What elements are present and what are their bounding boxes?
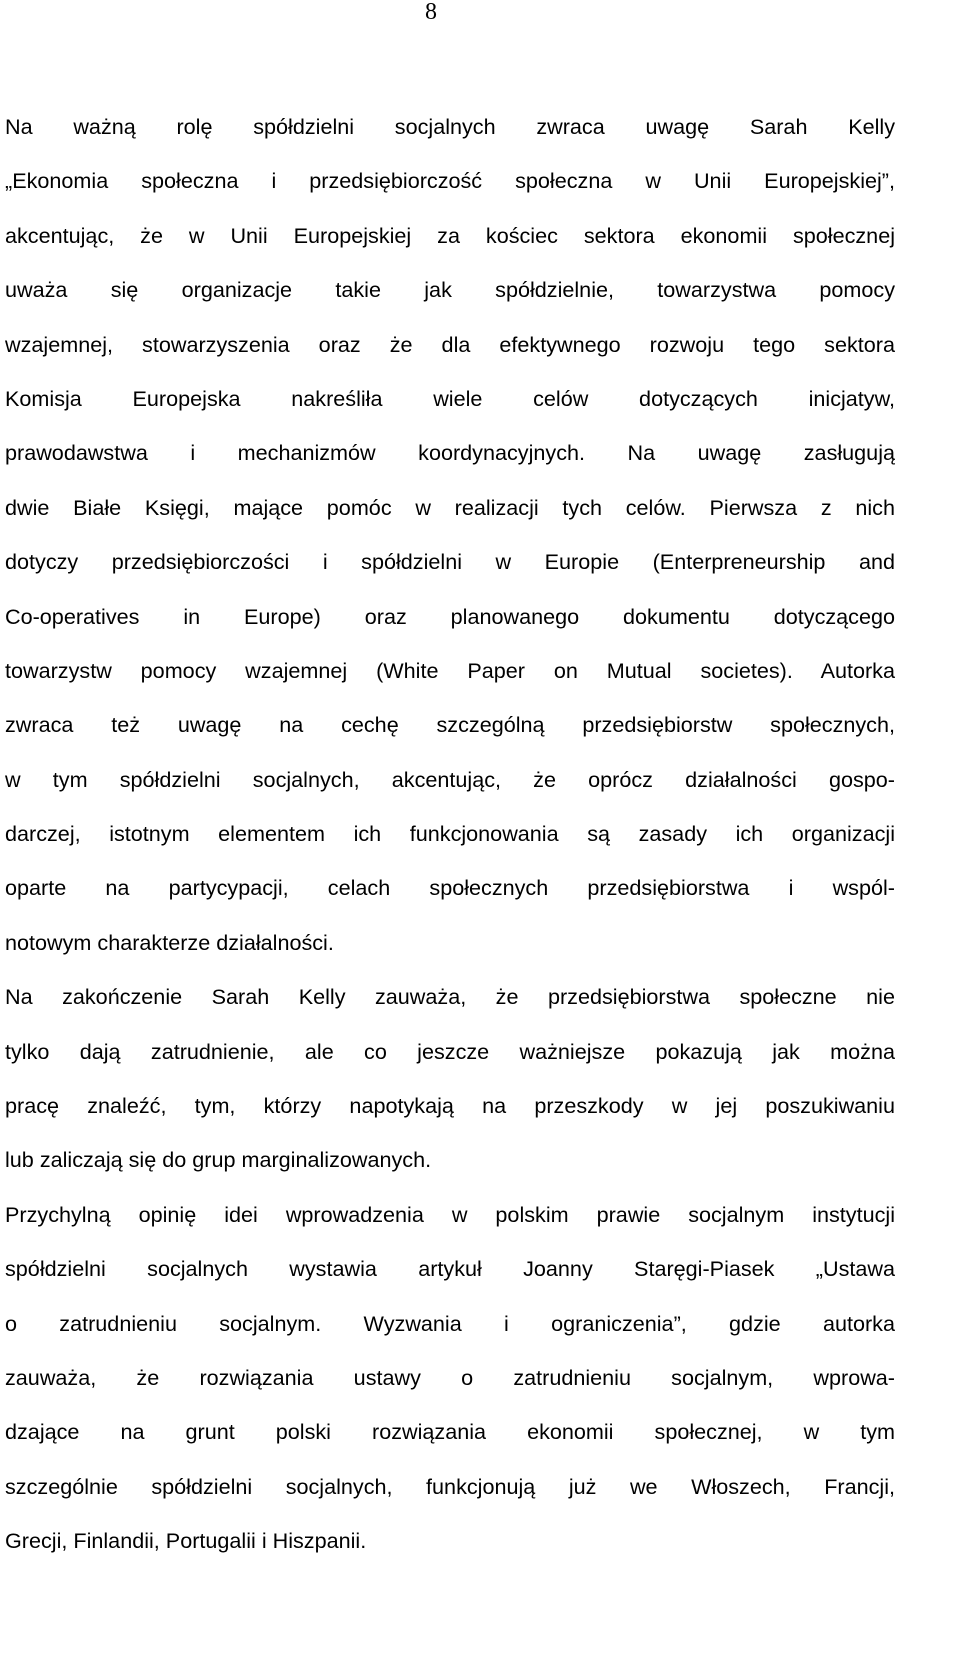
text-line: Przychylną opinię idei wprowadzenia w polskim prawie socjalnym instytucji xyxy=(5,1201,895,1227)
text-line: dotyczy przedsiębiorczości i spółdzielni w Europie (Enterpreneurship and xyxy=(5,549,895,575)
text-line: akcentując, że w Unii Europejskiej za kościec sektora ekonomii społecznej xyxy=(5,222,895,248)
text-line: Co-operatives in Europe) oraz planowanego dokumentu dotyczącego xyxy=(5,603,895,629)
text-line: pracę znaleźć, tym, którzy napotykają na przeszkody w jej poszukiwaniu xyxy=(5,1093,895,1119)
text-line: lub zaliczają się do grup marginalizowanych. xyxy=(5,1147,432,1173)
text-line: zwraca też uwagę na cechę szczególną przedsiębiorstw społecznych, xyxy=(5,712,895,738)
paragraph-3 xyxy=(5,1188,895,1569)
text-line: uważa się organizacje takie jak spółdzielnie, towarzystwa pomocy xyxy=(5,277,895,303)
text-line: Na zakończenie Sarah Kelly zauważa, że przedsiębiorstwa społeczne nie xyxy=(5,984,895,1010)
text-line: notowym charakterze działalności. xyxy=(5,929,334,955)
paragraph-1 xyxy=(5,100,895,970)
paragraph-2 xyxy=(5,970,895,1188)
text-line: oparte na partycypacji, celach społecznych przedsiębiorstwa i wspól- xyxy=(5,875,895,901)
text-line: wzajemnej, stowarzyszenia oraz że dla efektywnego rozwoju tego sektora xyxy=(5,331,895,357)
text-line: dzające na grunt polski rozwiązania ekonomii społecznej, w tym xyxy=(5,1419,895,1445)
page-number: 8 xyxy=(425,0,437,25)
text-line: „Ekonomia społeczna i przedsiębiorczość społeczna w Unii Europejskiej”, xyxy=(5,168,895,194)
text-line: w tym spółdzielni socjalnych, akcentując, że oprócz działalności gospo- xyxy=(5,766,895,792)
text-line: Na ważną rolę spółdzielni socjalnych zwraca uwagę Sarah Kelly xyxy=(5,114,895,139)
text-line: spółdzielni socjalnych wystawia artykuł Joanny Staręgi-Piasek „Ustawa xyxy=(5,1256,895,1282)
text-line: zauważa, że rozwiązania ustawy o zatrudnieniu socjalnym, wprowa- xyxy=(5,1364,895,1390)
text-line: Grecji, Finlandii, Portugalii i Hiszpanii. xyxy=(5,1528,367,1554)
text-line: darczej, istotnym elementem ich funkcjonowania są zasady ich organizacji xyxy=(5,821,895,847)
text-line: prawodawstwa i mechanizmów koordynacyjnych. Na uwagę zasługują xyxy=(5,440,895,466)
body-text xyxy=(5,100,895,1569)
text-line: szczególnie spółdzielni socjalnych, funkcjonują już we Włoszech, Francji, xyxy=(5,1473,895,1499)
text-line: Komisja Europejska nakreśliła wiele celów dotyczących inicjatyw, xyxy=(5,385,895,411)
text-line: tylko dają zatrudnienie, ale co jeszcze ważniejsze pokazują jak można xyxy=(5,1038,895,1064)
text-line: o zatrudnieniu socjalnym. Wyzwania i ograniczenia”, gdzie autorka xyxy=(5,1310,895,1336)
text-line: towarzystw pomocy wzajemnej (White Paper on Mutual societes). Autorka xyxy=(5,657,895,683)
text-line: dwie Białe Księgi, mające pomóc w realizacji tych celów. Pierwsza z nich xyxy=(5,494,895,520)
